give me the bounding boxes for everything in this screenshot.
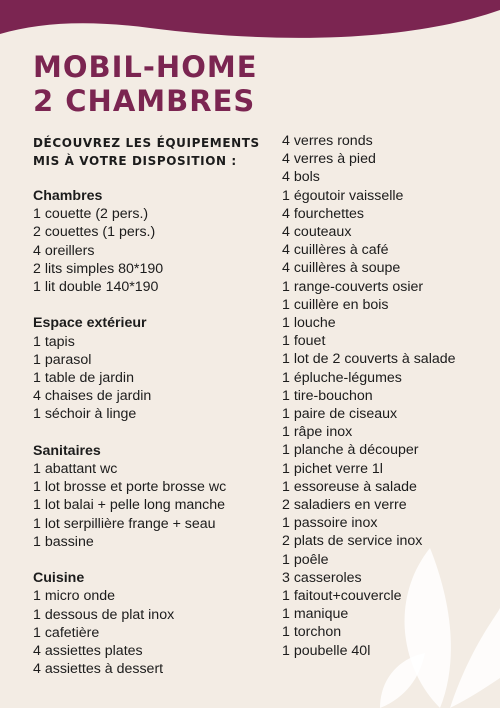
section-cuisine [33,569,273,678]
intro-line-2: MIS À VOTRE DISPOSITION : [33,154,237,168]
list-item: 1 paire de ciseaux [282,406,398,423]
list-item: 1 lit double 140*190 [33,279,159,296]
list-item: 2 saladiers en verre [282,497,407,514]
list-item: 4 oreillers [33,242,95,259]
list-item: 1 râpe inox [282,424,353,441]
list-item: 1 manique [282,606,349,623]
list-item: 1 essoreuse à salade [282,478,417,495]
list-item: 4 assiettes à dessert [33,661,164,678]
list-item: 1 torchon [282,624,342,641]
list-item: 1 poêle [282,551,329,568]
section-title: Chambres [33,188,103,204]
section-title: Sanitaires [33,442,101,459]
list-item: 4 assiettes plates [33,643,143,660]
list-item: 1 bassine [33,533,94,550]
list-item: 1 passoire inox [282,515,378,532]
list-item: 1 parasol [33,351,92,368]
section-title: Cuisine [33,570,85,587]
list-item: 4 chaises de jardin [33,388,152,405]
title-line-2: 2 CHAMBRES [33,84,256,118]
list-item: 4 verres à pied [282,151,376,168]
list-item: 1 micro onde [33,588,116,605]
intro-text [33,134,263,170]
list-item: 1 lot brosse et porte brosse wc [33,479,227,496]
list-item: 1 poubelle 40l [282,642,371,659]
list-item: 4 bols [282,169,320,186]
list-item: 4 cuillères à café [282,242,389,259]
list-item: 1 dessous de plat inox [33,606,175,623]
list-item: 2 couettes (1 pers.) [33,224,156,241]
intro-line-1: DÉCOUVREZ LES ÉQUIPEMENTS [33,136,260,150]
section-espace-exterieur [33,314,273,423]
list-item: 1 louche [282,315,336,332]
list-item: 3 casseroles [282,569,362,586]
list-item: 1 épluche-légumes [282,369,402,386]
section-title: Espace extérieur [33,315,147,332]
list-item: 4 verres ronds [282,133,373,149]
top-wave-banner [0,0,500,50]
list-item: 1 cuillère en bois [282,296,389,313]
list-item: 1 lot de 2 couverts à salade [282,351,456,368]
list-item: 1 planche à découper [282,442,419,459]
list-item: 1 fouet [282,333,326,350]
list-item: 1 égoutoir vaisselle [282,187,404,204]
list-item: 4 fourchettes [282,205,365,222]
list-item: 1 lot serpillière frange + seau [33,515,216,532]
title-line-1: MOBIL-HOME [33,50,258,84]
list-item: 1 couette (2 pers.) [33,206,149,223]
section-chambres [33,187,273,296]
list-item: 1 faitout+couvercle [282,588,402,605]
list-item: 1 cafetière [33,624,100,641]
list-item: 2 lits simples 80*190 [33,260,164,277]
list-item: 2 plats de service inox [282,533,423,550]
list-item: 1 table de jardin [33,370,134,387]
list-item: 1 abattant wc [33,461,118,478]
section-sanitaires [33,442,273,551]
list-item: 1 séchoir à linge [33,406,137,423]
list-item: 1 range-couverts osier [282,278,424,295]
list-item: 4 cuillères à soupe [282,260,401,277]
page-title [33,50,258,118]
list-item: 1 tire-bouchon [282,387,373,404]
left-column [33,187,273,697]
list-item: 1 lot balai + pelle long manche [33,497,226,514]
list-item: 4 couteaux [282,224,352,241]
list-item: 1 pichet verre 1l [282,460,383,477]
list-item: 1 tapis [33,333,75,350]
right-column-cuisine-continued [282,132,492,660]
